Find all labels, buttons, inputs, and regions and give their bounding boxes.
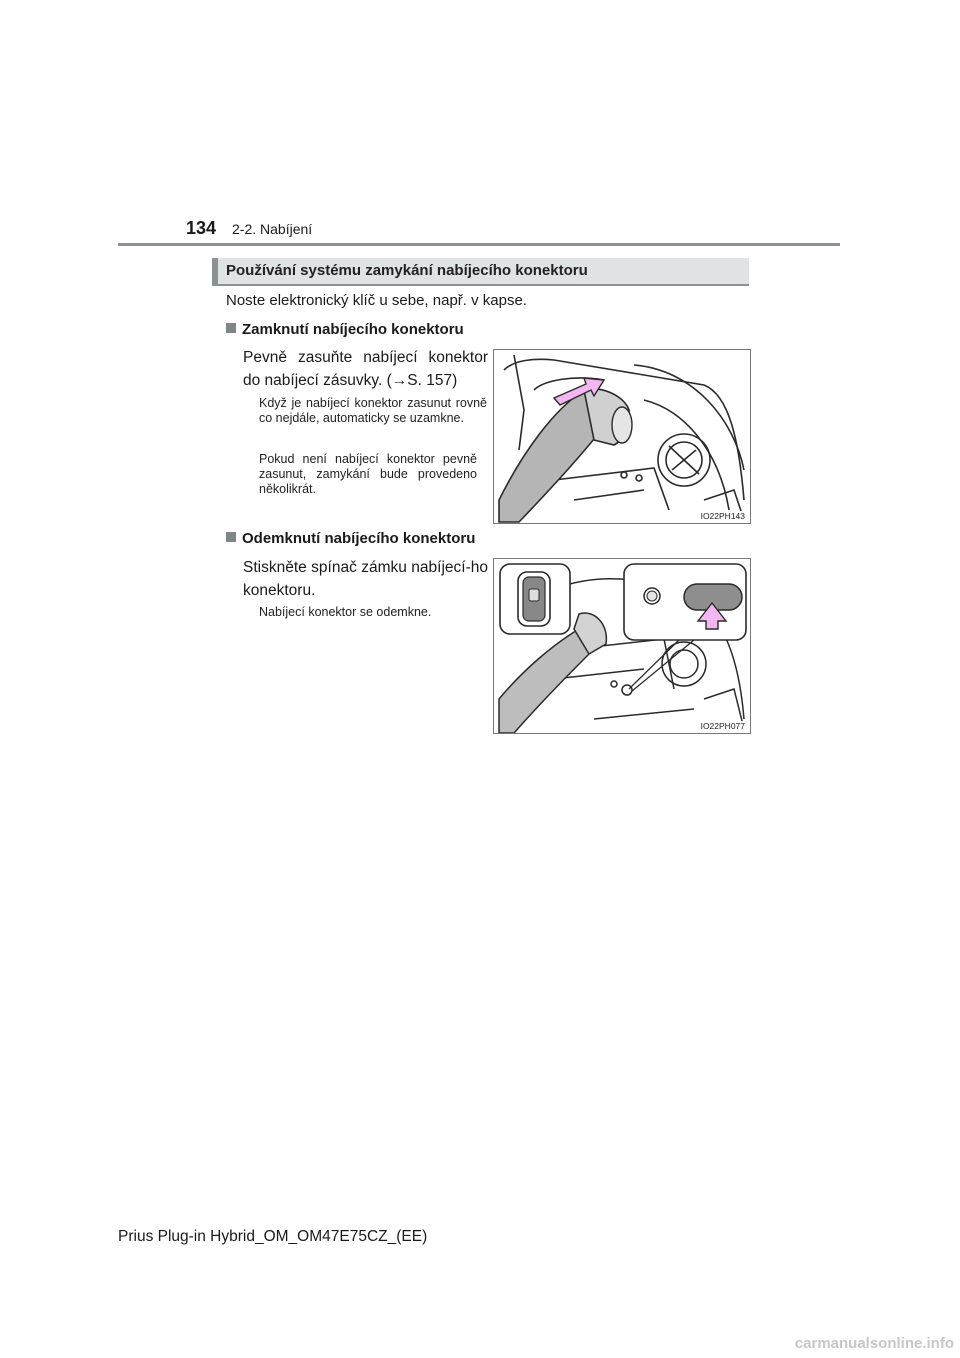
lock-switch-drawing	[494, 559, 750, 733]
document-footer: Prius Plug-in Hybrid_OM_OM47E75CZ_(EE)	[118, 1228, 428, 1245]
lock-note-1: Když je nabíjecí konektor zasunut rovně co nejdále, automaticky se uzamkne.	[259, 396, 487, 425]
watermark: carmanualsonline.info	[794, 1335, 954, 1352]
section-accent	[212, 258, 218, 286]
square-bullet-icon	[226, 532, 236, 542]
figure-code: IO22PH077	[700, 721, 745, 731]
lock-heading	[226, 321, 464, 338]
unlock-heading-text: Odemknutí nabíjecího konektoru	[242, 530, 476, 547]
unlock-note: Nabíjecí konektor se odemkne.	[259, 605, 432, 619]
header-divider	[118, 243, 840, 246]
connector-insert-drawing	[494, 350, 750, 523]
lock-illustration	[493, 349, 751, 524]
unlock-illustration	[493, 558, 751, 734]
lock-instruction: Pevně zasuňte nabíjecí konektor do nabíjecí zásuvky. (→S. 157)	[243, 349, 488, 389]
unlock-heading	[226, 530, 475, 547]
section-heading-bar	[212, 258, 749, 286]
section-title: Používání systému zamykání nabíjecího konektoru	[226, 262, 588, 279]
square-bullet-icon	[226, 323, 236, 333]
figure-code: IO22PH143	[700, 511, 745, 521]
unlock-instruction: Stiskněte spínač zámku nabíjecí-ho konektoru.	[243, 559, 488, 599]
page-number: 134	[186, 218, 217, 238]
lock-heading-text: Zamknutí nabíjecího konektoru	[242, 321, 464, 338]
section-intro: Noste elektronický klíč u sebe, např. v kapse.	[226, 292, 527, 309]
lock-note-2: Pokud není nabíjecí konektor pevně zasunut, zamykání bude provedeno několikrát.	[259, 452, 477, 496]
breadcrumb: 2-2. Nabíjení	[232, 221, 313, 237]
